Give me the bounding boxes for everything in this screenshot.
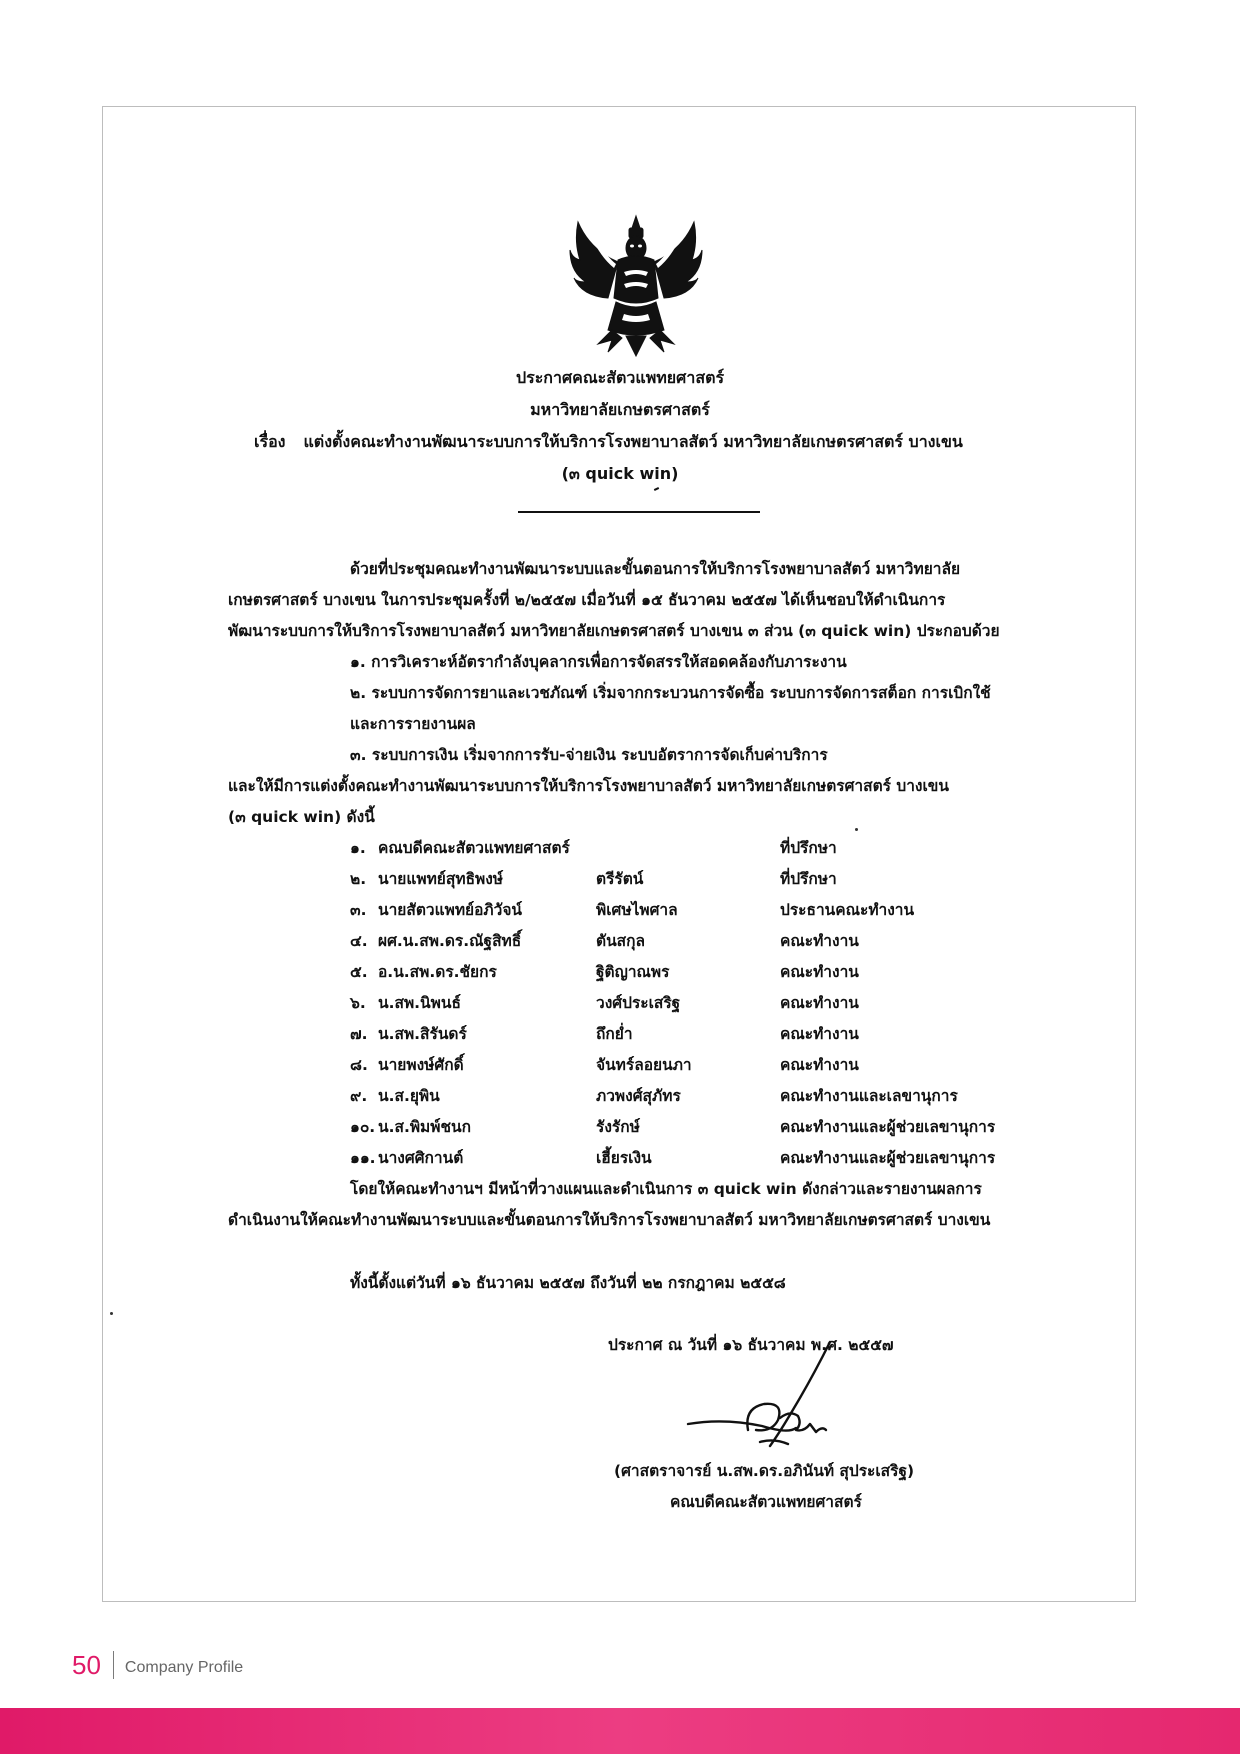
quick-win-item: ๓. ระบบการเงิน เริ่มจากการรับ-จ่ายเงิน ระบบอัตราการจัดเก็บค่าบริการ: [350, 746, 828, 764]
member-role: ที่ปรึกษา: [780, 870, 837, 888]
member-number: ๓.: [350, 901, 367, 919]
appoint-line: (๓ quick win) ดังนี้: [228, 808, 375, 826]
duty-line: โดยให้คณะทำงานฯ มีหน้าที่วางแผนและดำเนินการ ๓ quick win ดังกล่าวและรายงานผลการ: [350, 1180, 982, 1198]
page-footer: [72, 1648, 243, 1682]
scan-speck: [110, 1312, 113, 1315]
footer-label: Company Profile: [124, 1659, 244, 1676]
member-name: น.สพ.นิพนธ์: [378, 994, 461, 1012]
page-number: 50: [72, 1649, 101, 1680]
member-number: ๔.: [350, 932, 368, 950]
member-role: คณะทำงาน: [780, 963, 859, 981]
footer-divider: [113, 1651, 114, 1679]
university-name: มหาวิทยาลัยเกษตรศาสตร์: [530, 400, 710, 419]
scan-speck: [855, 828, 858, 831]
member-name: อ.น.สพ.ดร.ชัยกร: [378, 963, 497, 981]
member-surname: จันทร์ลอยนภา: [596, 1056, 692, 1074]
effective-period: ทั้งนี้ตั้งแต่วันที่ ๑๖ ธันวาคม ๒๕๕๗ ถึงวันที่ ๒๒ กรกฎาคม ๒๕๕๘: [350, 1274, 786, 1292]
duty-line: ดำเนินงานให้คณะทำงานพัฒนาระบบและขั้นตอนการให้บริการโรงพยาบาลสัตว์ มหาวิทยาลัยเกษตรศาสตร์ บางเขน: [228, 1211, 991, 1229]
member-role: คณะทำงาน: [780, 994, 859, 1012]
member-number: ๑๐.: [350, 1118, 376, 1136]
member-role: คณะทำงาน: [780, 932, 859, 950]
signature-icon: [684, 1338, 854, 1456]
quick-win-item: ๒. ระบบการจัดการยาและเวชภัณฑ์ เริ่มจากกระบวนการจัดซื้อ ระบบการจัดการสต็อก การเบิกใช้: [350, 684, 991, 702]
member-number: ๒.: [350, 870, 367, 888]
member-surname: เฮี้ยรเงิน: [596, 1149, 652, 1167]
title-divider: [518, 511, 760, 513]
member-number: ๖.: [350, 994, 366, 1012]
announcement-date: ประกาศ ณ วันที่ ๑๖ ธันวาคม พ.ศ. ๒๕๕๗: [608, 1336, 894, 1354]
member-name: ผศ.น.สพ.ดร.ณัฐสิทธิ์: [378, 932, 522, 950]
member-surname: ฐิติญาณพร: [596, 963, 670, 981]
quick-win-item: และการรายงานผล: [350, 715, 476, 733]
signer-title: คณบดีคณะสัตวแพทยศาสตร์: [670, 1493, 862, 1511]
appoint-line: และให้มีการแต่งตั้งคณะทำงานพัฒนาระบบการให้บริการโรงพยาบาลสัตว์ มหาวิทยาลัยเกษตรศาสตร์ บางเขน: [228, 777, 949, 795]
intro-line: ด้วยที่ประชุมคณะทำงานพัฒนาระบบและขั้นตอนการให้บริการโรงพยาบาลสัตว์ มหาวิทยาลัย: [350, 560, 961, 578]
member-surname: วงศ์ประเสริฐ: [596, 994, 681, 1012]
subject-text: แต่งตั้งคณะทำงานพัฒนาระบบการให้บริการโรงพยาบาลสัตว์ มหาวิทยาลัยเกษตรศาสตร์ บางเขน: [303, 432, 963, 451]
member-surname: ตรีรัตน์: [596, 870, 644, 888]
intro-line: เกษตรศาสตร์ บางเขน ในการประชุมครั้งที่ ๒/๒๕๕๗ เมื่อวันที่ ๑๕ ธันวาคม ๒๕๕๗ ได้เห็นชอบให้ดำเนินการ: [228, 591, 946, 609]
member-surname: ถึกย่ำ: [596, 1025, 633, 1043]
subject-note: (๓ quick win): [561, 464, 679, 483]
subject-label: เรื่อง: [254, 432, 286, 451]
member-name: น.ส.พิมพ์ชนก: [378, 1118, 471, 1136]
signer-name: (ศาสตราจารย์ น.สพ.ดร.อภินันท์ สุประเสริฐ): [614, 1462, 915, 1480]
member-name: นายพงษ์ศักดิ์: [378, 1056, 464, 1074]
member-role: คณะทำงานและผู้ช่วยเลขานุการ: [780, 1149, 996, 1167]
member-role: คณะทำงานและเลขานุการ: [780, 1087, 958, 1105]
subject-line: [254, 430, 963, 455]
member-name: คณบดีคณะสัตวแพทยศาสตร์: [378, 839, 570, 857]
member-number: ๙.: [350, 1087, 368, 1105]
intro-line: พัฒนาระบบการให้บริการโรงพยาบาลสัตว์ มหาวิทยาลัยเกษตรศาสตร์ บางเขน ๓ ส่วน (๓ quick win) ประกอบด้วย: [228, 622, 1000, 640]
member-role: คณะทำงาน: [780, 1056, 859, 1074]
quick-win-item: ๑. การวิเคราะห์อัตรากำลังบุคลากรเพื่อการจัดสรรให้สอดคล้องกับภาระงาน: [350, 653, 847, 671]
member-role: คณะทำงาน: [780, 1025, 859, 1043]
member-number: ๗.: [350, 1025, 368, 1043]
member-role: ประธานคณะทำงาน: [780, 901, 915, 919]
member-number: ๕.: [350, 963, 368, 981]
footer-accent-bar: [0, 1708, 1240, 1754]
member-surname: รังรักษ์: [596, 1118, 640, 1136]
member-name: น.ส.ยุพิน: [378, 1087, 440, 1105]
announcement-title: ประกาศคณะสัตวแพทยศาสตร์: [515, 368, 725, 387]
member-surname: ตันสกุล: [596, 932, 646, 950]
member-number: ๑๑.: [350, 1149, 376, 1167]
member-role: คณะทำงานและผู้ช่วยเลขานุการ: [780, 1118, 996, 1136]
member-number: ๘.: [350, 1056, 368, 1074]
member-name: น.สพ.สิรันดร์: [378, 1025, 467, 1043]
garuda-emblem-icon: [568, 212, 704, 358]
member-role: ที่ปรึกษา: [780, 839, 837, 857]
member-name: นายสัตวแพทย์อภิวัจน์: [378, 901, 523, 919]
member-name: นายแพทย์สุทธิพงษ์: [378, 870, 504, 888]
member-surname: ภวพงศ์สุภัทร: [596, 1087, 681, 1105]
member-number: ๑.: [350, 839, 366, 857]
member-surname: พิเศษไพศาล: [596, 901, 678, 919]
member-name: นางศศิกานต์: [378, 1149, 464, 1167]
